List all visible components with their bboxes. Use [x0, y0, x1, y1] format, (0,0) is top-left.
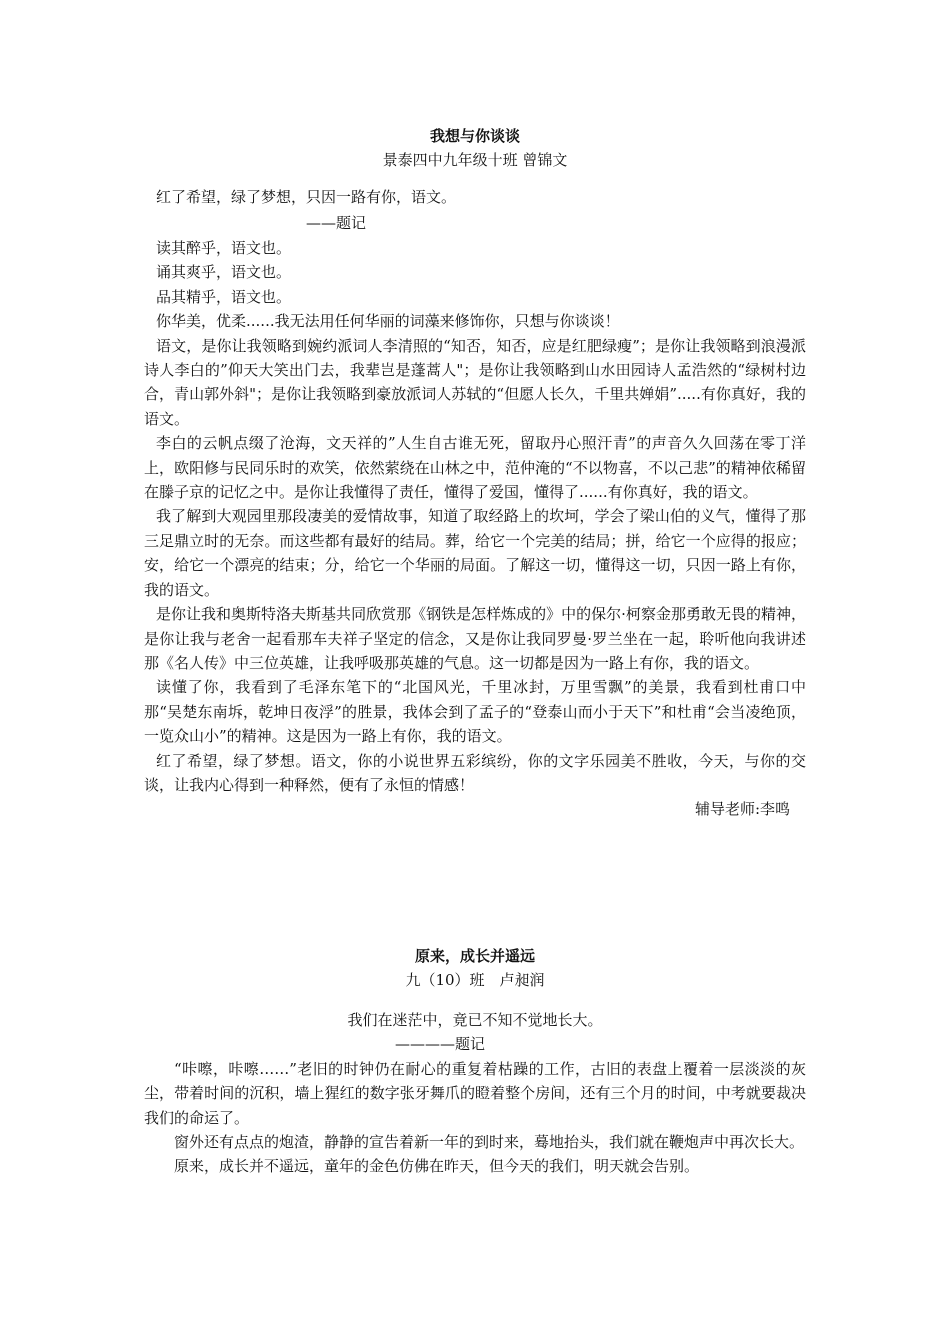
essay-2-paragraph: 窗外还有点点的炮渣，静静的宣告着新一年的到时来，蓦地抬头，我们就在鞭炮声中再次长大。	[174, 1133, 805, 1152]
essay-2-epigraph-sign: ————题记	[395, 1035, 486, 1054]
essay-1-epigraph: 红了希望，绿了梦想，只因一路有你，语文。	[156, 188, 457, 206]
essay-2	[144, 944, 806, 1179]
essay-1-byline: 景泰四中九年级十班 曾锦文	[382, 151, 568, 169]
spacer	[144, 172, 806, 184]
essay-2-paragraph: “咔嚓，咔嚓……”老旧的时钟仍在耐心的重复着枯躁的工作，古旧的表盘上覆着一层淡淡的灰尘，带着时间的沉积，墙上猩红的数字张牙舞爪的瞪着整个房间，还有三个月的时间，中考就要裁决我们的命运了。	[144, 1059, 806, 1127]
essay-1-paragraph: 李白的云帆点缀了沧海，文天祥的”人生自古谁无死，留取丹心照汗青”的声音久久回荡在零丁洋上，欧阳修与民同乐时的欢笑，依然萦绕在山林之中，范仲淹的“不以物喜，不以己悲”的精神依稀留在滕子京的记忆之中。是你让我懂得了责任，懂得了爱国，懂得了......有你真好，我的语文。	[144, 434, 806, 502]
essay-1-epigraph-sign: ——题记	[306, 214, 367, 232]
essay-1-paragraph: 读懂了你，我看到了毛泽东笔下的“北国风光，千里冰封，万里雪飘”的美景，我看到杜甫口中那“吴楚东南坼，乾坤日夜浮”的胜景，我体会到了孟子的“登泰山而小于天下”和杜甫“会当凌绝顶，一览众山小”的精神。这是因为一路上有你，我的语文。	[144, 678, 806, 746]
essay-2-title: 原来，成长并遥远	[414, 947, 535, 965]
essay-2-epigraph: 我们在迷茫中，竟已不知不觉地长大。	[347, 1011, 603, 1029]
essay-2-byline: 九（10）班 卢昶润	[405, 971, 545, 989]
essay-1-line: 诵其爽乎，语文也。	[156, 263, 292, 282]
essay-1-paragraph: 是你让我和奥斯特洛夫斯基共同欣赏那《钢铁是怎样炼成的》中的保尔·柯察金那勇敢无畏的精神，是你让我与老舍一起看那车夫祥子坚定的信念，又是你让我同罗曼·罗兰坐在一起，聆听他向我讲述那《名人传》中三位英雄，让我呼吸那英雄的气息。这一切都是因为一路上有你，我的语文。	[144, 605, 806, 672]
essay-1-line: 读其醉乎，语文也。	[156, 239, 292, 257]
essay-1-teacher: 辅导老师:李鸣	[694, 800, 790, 819]
essay-1-line: 品其精乎，语文也。	[156, 287, 292, 306]
spacer	[144, 992, 806, 1008]
essay-1	[144, 124, 806, 822]
essay-1-paragraph: 红了希望，绿了梦想。语文，你的小说世界五彩缤纷，你的文字乐园美不胜收，今天，与你的交谈，让我内心得到一种释然，便有了永恒的情感！	[144, 751, 806, 794]
essay-1-paragraph: 我了解到大观园里那段凄美的爱情故事，知道了取经路上的坎坷，学会了梁山伯的义气，懂得了那三足鼎立时的无奈。而这些都有最好的结局。葬，给它一个完美的结局；拼，给它一个应得的报应；安，给它一个漂亮的结束；分，给它一个华丽的局面。了解这一切，懂得这一切，只因一路上有你，我的语文。	[144, 507, 806, 599]
essay-1-paragraph: 语文，是你让我领略到婉约派词人李清照的“知否，知否，应是红肥绿瘦”；是你让我领略到浪漫派诗人李白的”仰天大笑出门去，我辈岂是蓬蒿人"；是你让我领略到山水田园诗人孟浩然的“绿树村边合，青山郭外斜"；是你让我领略到豪放派词人苏轼的“但愿人长久，千里共婵娟”.....有你真好，我的语文。	[144, 336, 806, 428]
essay-1-title: 我想与你谈谈	[429, 127, 520, 145]
essay-1-line: 你华美，优柔......我无法用任何华丽的词藻来修饰你，只想与你谈谈！	[156, 312, 620, 331]
essay-2-paragraph: 原来，成长并不遥远，童年的金色仿佛在昨天，但今天的我们，明天就会告别。	[174, 1157, 700, 1176]
